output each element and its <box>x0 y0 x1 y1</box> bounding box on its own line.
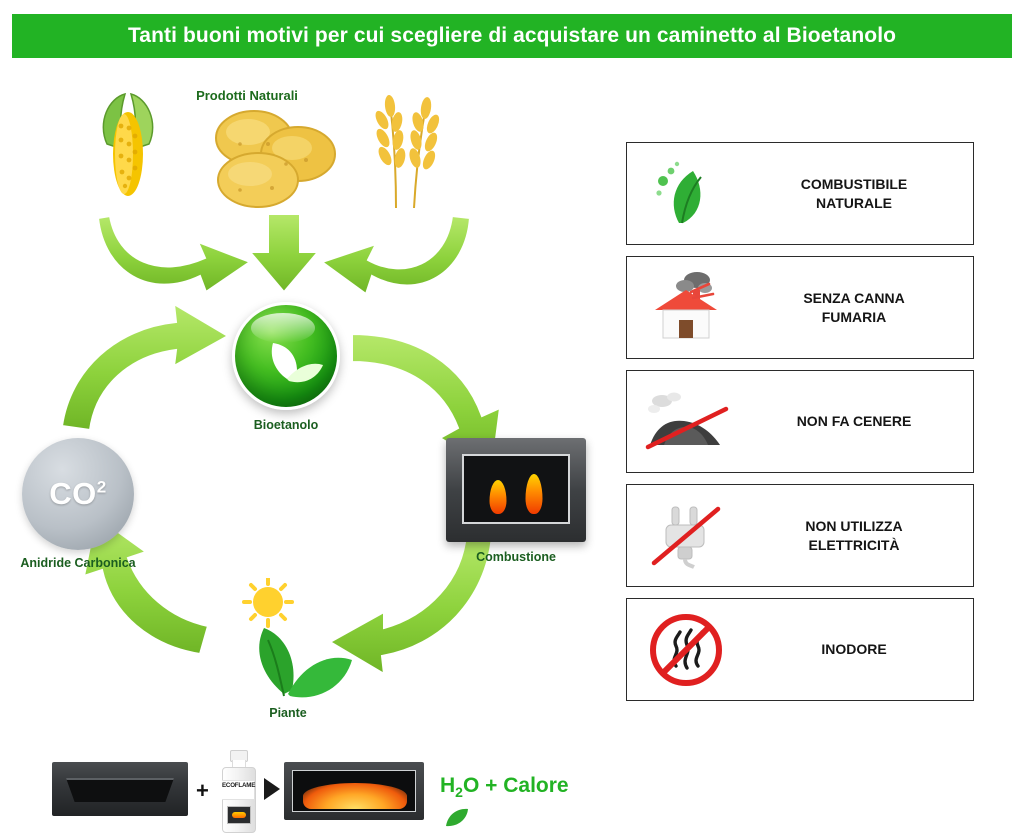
page-title: Tanti buoni motivi per cui scegliere di acquistare un caminetto al Bioetanolo <box>127 24 897 47</box>
no-electricity-plug-icon <box>627 485 745 586</box>
corn-icon <box>95 92 161 202</box>
feature-label: NON FA CENERE <box>796 413 912 430</box>
feature-combustibile-naturale <box>626 142 974 245</box>
burner-empty-icon <box>52 762 188 816</box>
bioethanol-bottle-icon <box>220 750 256 832</box>
co2-value: $CO^2$ <box>49 476 107 511</box>
leaf-bubbles-icon <box>627 143 745 244</box>
fireplace-icon <box>446 438 586 542</box>
wheat-icon <box>370 90 450 210</box>
arrow-corn-to-bioethanol <box>98 216 250 292</box>
bottle-brand-label: ECOFLAME <box>222 782 256 789</box>
potatoes-icon <box>202 104 342 214</box>
house-no-chimney-icon <box>627 257 745 358</box>
feature-label: COMBUSTIBILE NATURALE <box>800 175 908 211</box>
bottom-equation-row <box>36 750 616 830</box>
co2-label: Anidride Carbonica <box>20 556 136 570</box>
no-odor-icon <box>627 599 745 700</box>
plant-sun-icon <box>206 578 366 698</box>
no-ash-icon <box>627 371 745 472</box>
arrow-co2-to-bioethanol <box>62 304 228 430</box>
feature-non-utilizza-elettricita <box>626 484 974 587</box>
products-label: Prodotti Naturali <box>196 88 298 103</box>
header-banner <box>12 14 1012 58</box>
bioethanol-label: Bioetanolo <box>253 418 319 432</box>
plus-sign: + <box>196 778 209 803</box>
feature-inodore <box>626 598 974 701</box>
features-list <box>626 142 974 712</box>
feature-label: NON UTILIZZA ELETTRICITÀ <box>805 517 903 553</box>
feature-label: INODORE <box>821 641 887 658</box>
small-leaf-icon <box>444 806 470 828</box>
feature-label: SENZA CANNA FUMARIA <box>803 289 905 325</box>
plants-label: Piante <box>269 706 307 720</box>
bioethanol-cycle-diagram <box>0 66 620 756</box>
arrow-right-icon <box>264 778 280 800</box>
arrow-wheat-to-bioethanol <box>322 216 470 294</box>
combustion-label: Combustione <box>476 550 556 564</box>
co2-circle-icon <box>22 438 134 550</box>
burner-lit-icon <box>284 762 424 820</box>
arrow-potatoes-to-bioethanol <box>250 214 318 292</box>
feature-senza-canna-fumaria <box>626 256 974 359</box>
feature-non-fa-cenere <box>626 370 974 473</box>
result-label <box>440 774 569 800</box>
bioethanol-sphere-icon <box>232 302 340 410</box>
result-text: $H_2O$ + Calore <box>440 774 569 801</box>
